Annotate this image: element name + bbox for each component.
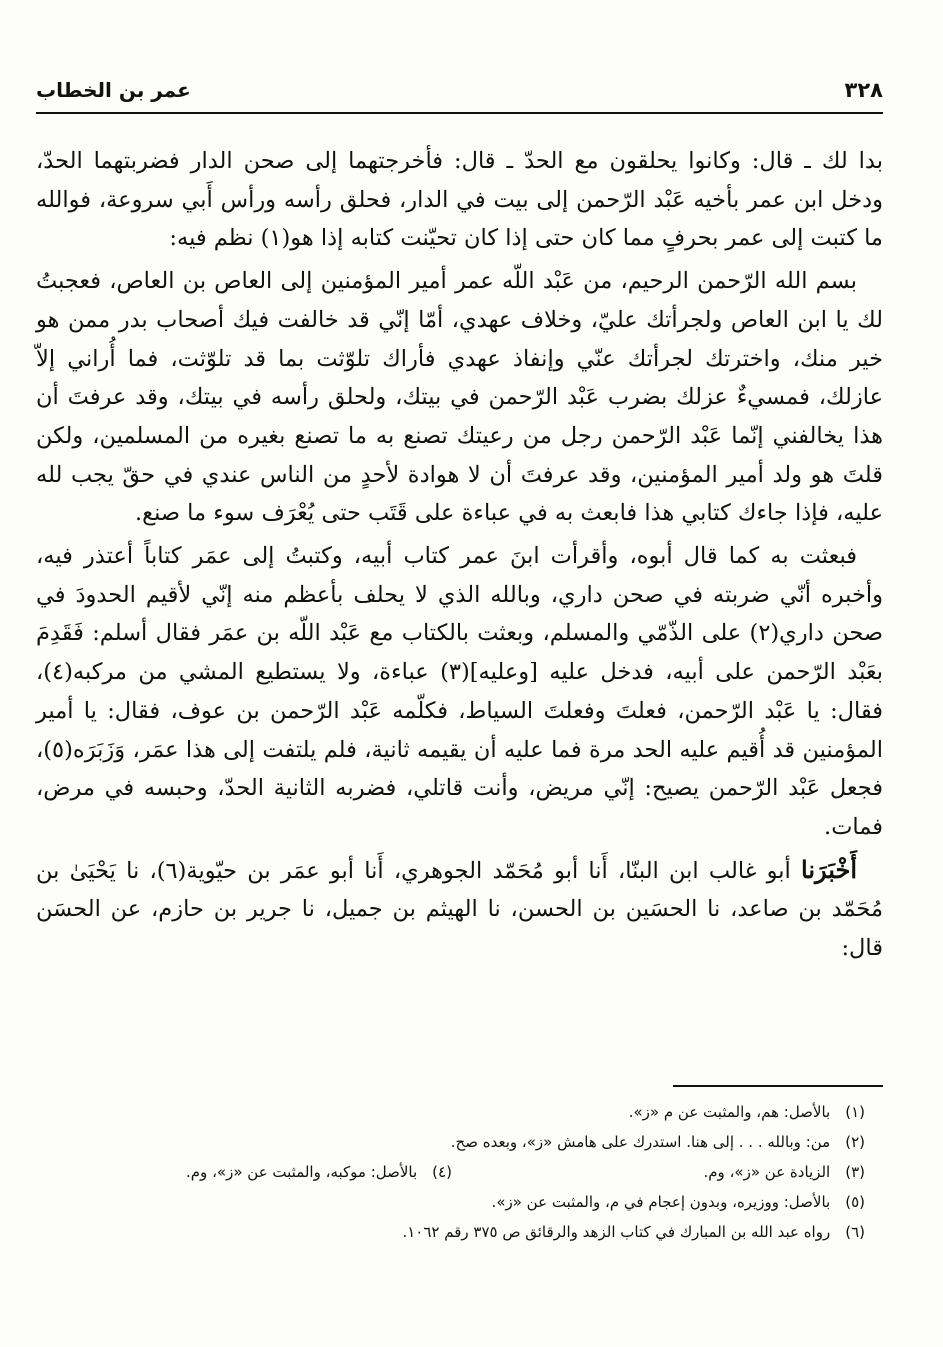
running-title: عمر بن الخطاب bbox=[36, 78, 191, 102]
footnote-number: (٦) bbox=[845, 1223, 865, 1241]
footnote-1 bbox=[36, 1097, 865, 1127]
footnote-text: الزيادة عن «ز»، وم. bbox=[703, 1163, 831, 1181]
footnotes bbox=[36, 1097, 865, 1247]
paragraph-3: فبعثت به كما قال أبوه، وأقرأت ابنَ عمر كتاب أبيه، وكتبتُ إلى عمَر كتاباً أعتذر فيه، وأخبره أنّي ضربته في صحن داري، وبالله الذي لا يحلف بأعظم منه إنّي لأقيم الحدودَ في صحن داري(٢) على الذّمّي والمسلم، وبعثت بالكتاب مع عَبْد اللّه بن عمَر فقال أسلم: فَقَدِمَ بعَبْد الرّحمن على أبيه، فدخل عليه [وعليه](٣) عباءة، ولا يستطيع المشي من مركبه(٤)، فقال: يا عَبْد الرّحمن، فعلتَ وفعلتَ السياط، فكلّمه عَبْد الرّحمن بن عوف، فقال: يا أمير المؤمنين قد أُقيم عليه الحد مرة فما عليه أن يقيمه ثانية، فلم يلتفت إلى هذا عمَر، وَزَبَرَه(٥)، فجعل عَبْد الرّحمن يصيح: إنّي مريض، وأنت قاتلي، فضربه الثانية الحدّ، وحبسه في مرض، فمات. bbox=[36, 543, 884, 840]
paragraph-isnad bbox=[36, 851, 883, 968]
page-number: ٣٢٨ bbox=[844, 78, 883, 102]
footnote-5 bbox=[36, 1187, 865, 1217]
footnote-text: بالأصل: ووزيره، وبدون إعجام في م، والمثبت عن «ز». bbox=[491, 1193, 831, 1211]
isnad-chain: أبو غالب ابن البنّا، أَنا أبو مُحَمّد الجوهري، أَنا أبو عمَر بن حيّوية(٦)، نا يَحْيَىٰ بن مُحَمّد بن صاعد، نا الحسَين بن الحسن، نا الهيثم بن جميل، نا جرير بن حازم، عن الحسَن قال: bbox=[36, 857, 883, 962]
footnote-3 bbox=[704, 1157, 866, 1187]
footnote-2 bbox=[36, 1127, 865, 1157]
paragraph-letter: بسم الله الرّحمن الرحيم، من عَبْد اللّه عمر أمير المؤمنين إلى العاص بن العاص، فعجبتُ لك يا ابن العاص ولجرأتك عليّ، وخلاف عهدي، أمّا إنّي قد خالفت فيك أصحاب بدر ممن هو خير منك، واخترتك لجرأتك عنّي وإنفاذ عهدي فأراك تلوّثت بما قد تلوّثت، فما أُراني إلاّ عازلك، فمسيءٌ عزلك بضرب عَبْد الرّحمن في بيتك، ولحلق رأسه في بيتك، وقد عرفتَ أن هذا يخالفني إنّما عَبْد الرّحمن رجل من رعيتك تصنع به ما تصنع بغيره من المسلمين، ولكن قلتَ هو ولد أمير المؤمنين، وقد عرفتَ أن لا هوادة لأحدٍ من الناس عندي في حقّ يجب لله عليه، فإذا جاءك كتابي هذا فابعث به في عباءة على قَتَب حتى يُعْرَف سوء ما صنع. bbox=[36, 268, 883, 527]
footnote-text: رواه عبد الله بن المبارك في كتاب الزهد والرقائق ص ٣٧٥ رقم ١٠٦٢. bbox=[402, 1223, 831, 1241]
footnote-text: من: وبالله . . . إلى هنا. استدرك على هامش «ز»، وبعده صح. bbox=[450, 1133, 831, 1151]
paragraph-1: بدا لك ـ قال: وكانوا يحلقون مع الحدّ ـ قال: فأخرجتهما إلى صحن الدار فضربتهما الحدّ، ودخل ابن عمر بأخيه عَبْد الرّحمن إلى بيت في الدار، فحلق رأسه ورأس أَبي سروعة، فوالله ما كتبت إلى عمر بحرفٍ مما كان حتى إذا كان تحيّنت كتابه إذا هو(١) نظم فيه: bbox=[36, 148, 883, 252]
footnote-separator bbox=[673, 1085, 883, 1087]
footnote-number: (١) bbox=[845, 1103, 865, 1121]
footnote-row-3-4 bbox=[36, 1157, 865, 1187]
footnote-number: (٢) bbox=[845, 1133, 865, 1151]
page-header bbox=[36, 78, 883, 114]
footnote-number: (٣) bbox=[845, 1163, 865, 1181]
footnote-text: بالأصل: موكبه، والمثبت عن «ز»، وم. bbox=[186, 1163, 418, 1181]
main-text bbox=[36, 142, 883, 972]
footnote-4 bbox=[186, 1157, 452, 1187]
isnad-lead-word: أَخْبَرَنا bbox=[801, 854, 857, 884]
footnote-number: (٤) bbox=[432, 1163, 452, 1181]
footnote-number: (٥) bbox=[845, 1193, 865, 1211]
footnote-6 bbox=[36, 1217, 865, 1247]
footnote-text: بالأصل: هم، والمثبت عن م «ز». bbox=[628, 1103, 831, 1121]
